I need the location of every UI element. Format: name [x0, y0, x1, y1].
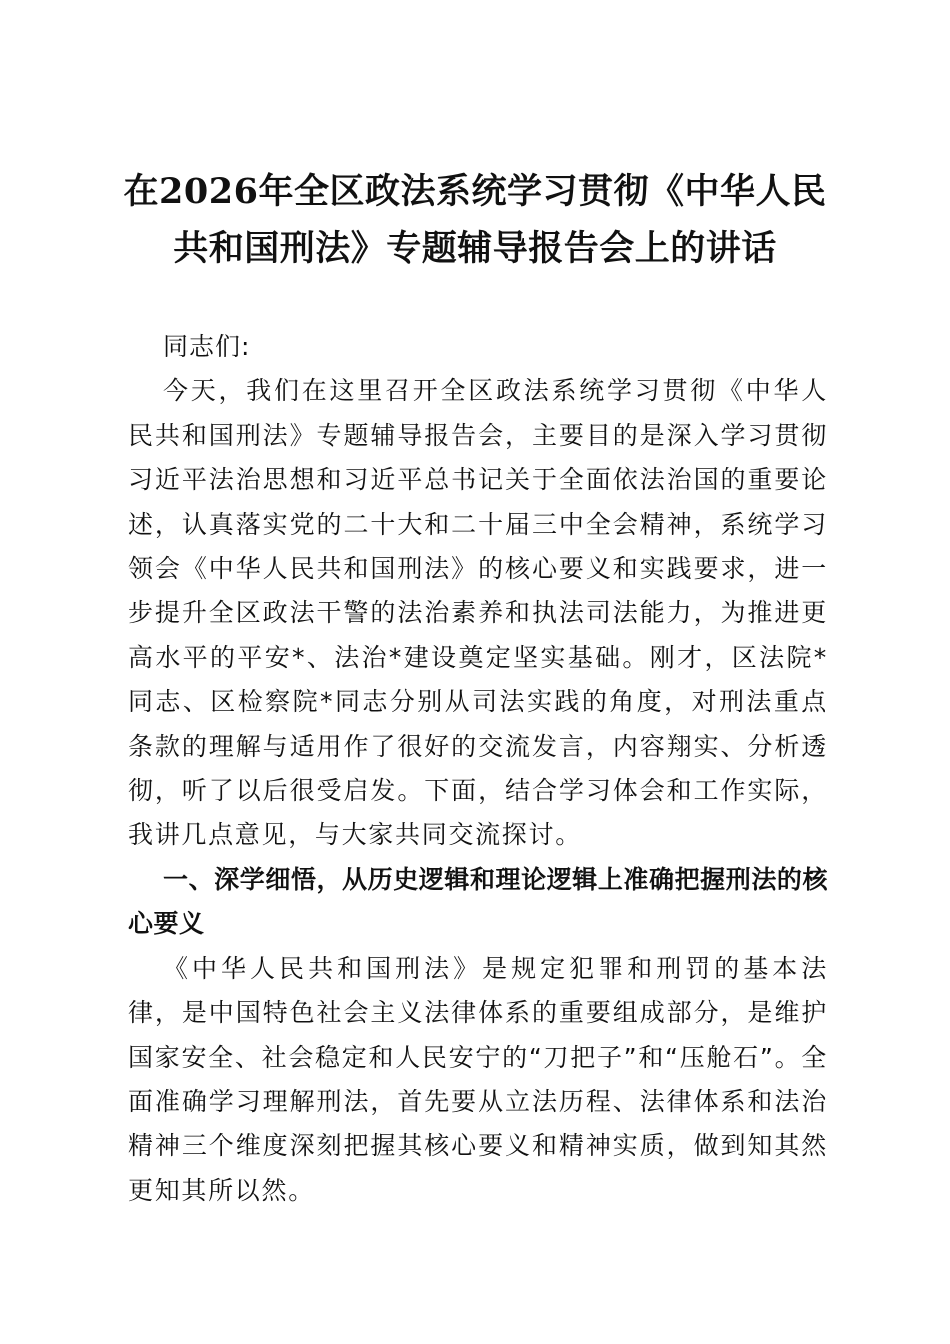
title-line-2: 共和国刑法》专题辅导报告会上的讲话: [173, 228, 777, 269]
greeting: 同志们:: [163, 332, 251, 361]
section-1-paragraph: 《中华人民共和国刑法》是规定犯罪和刑罚的基本法律，是中国特色社会主义法律体系的重要组成部分，是维护国家安全、社会稳定和人民安宁的“刀把子”和“压舱石”。全面准确学习理解刑法，首先要从立法历程、法律体系和法治精神三个维度深刻把握其核心要义和精神实质，做到知其然更知其所以然。: [128, 953, 828, 1205]
document-title: [100, 163, 850, 277]
intro-paragraph: 今天，我们在这里召开全区政法系统学习贯彻《中华人民共和国刑法》专题辅导报告会，主要目的是深入学习贯彻习近平法治思想和习近平总书记关于全面依法治国的重要论述，认真落实党的二十大和二十届三中全会精神，系统学习领会《中华人民共和国刑法》的核心要义和实践要求，进一步提升全区政法干警的法治素养和执法司法能力，为推进更高水平的平安*、法治*建设奠定坚实基础。刚才，区法院*同志、区检察院*同志分别从司法实践的角度，对刑法重点条款的理解与适用作了很好的交流发言，内容翔实、分析透彻，听了以后很受启发。下面，结合学习体会和工作实际，我讲几点意见，与大家共同交流探讨。: [128, 376, 828, 850]
title-line-1: 在2026年全区政法系统学习贯彻《中华人民: [123, 171, 827, 212]
section-1-heading: 一、深学细悟，从历史逻辑和理论逻辑上准确把握刑法的核心要义: [128, 864, 828, 939]
document-body: [128, 325, 828, 1213]
